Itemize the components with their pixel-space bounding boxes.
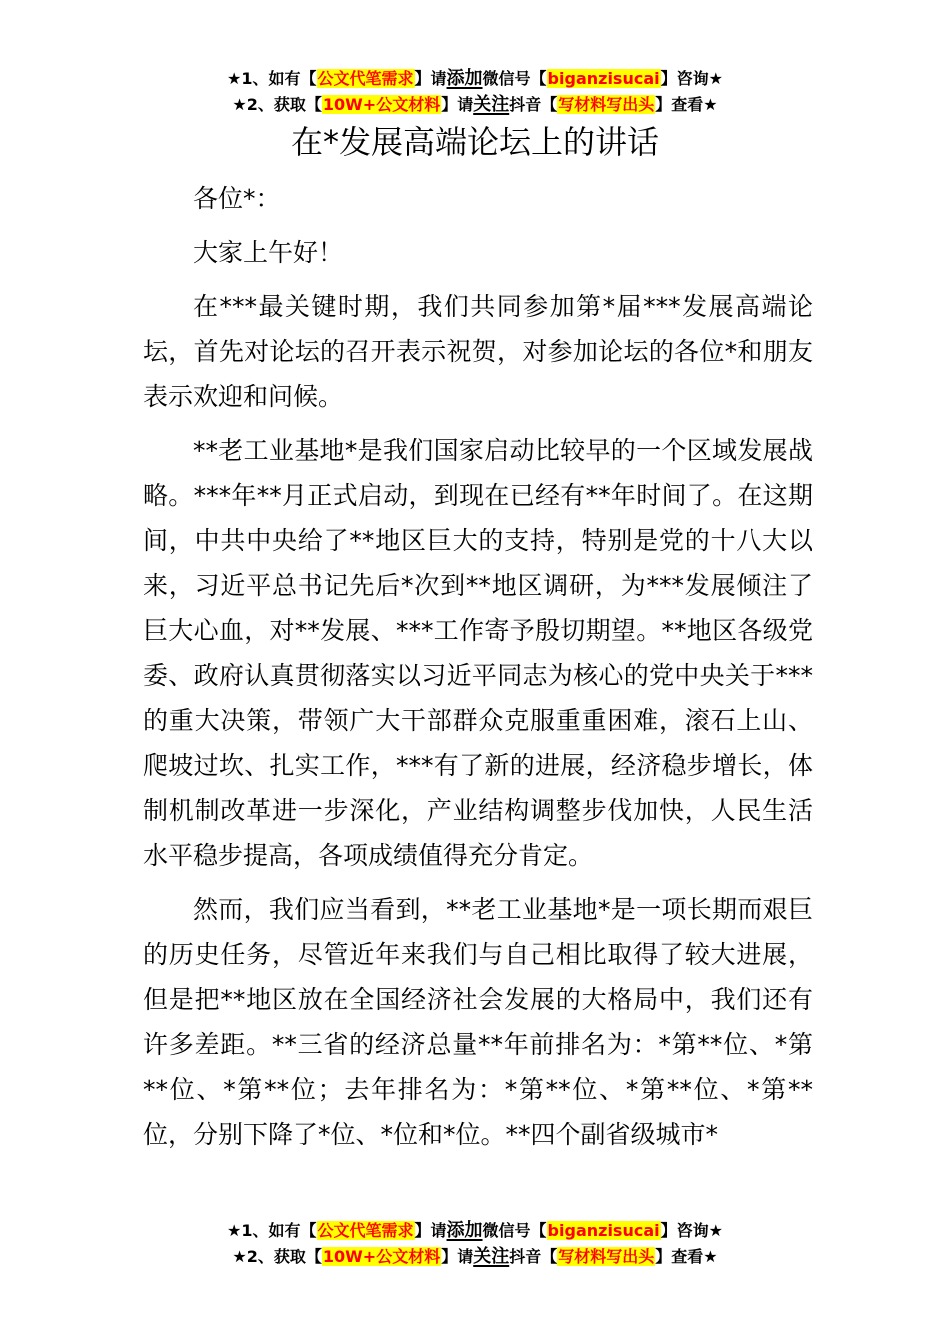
promo-text: 】请	[441, 1247, 474, 1266]
promo-text: 】咨询★	[660, 69, 723, 88]
promo-text: 】查看★	[655, 95, 718, 114]
promo-emphasis: 添加	[446, 68, 483, 89]
promo-highlight: 10W+公文材料	[322, 95, 441, 114]
promo-line-2	[0, 92, 950, 118]
promo-text: 】请	[414, 69, 447, 88]
paragraph: 然而，我们应当看到，**老工业基地*是一项长期而艰巨的历史任务，尽管近年来我们与自己相比取得了较大进展，但是把**地区放在全国经济社会发展的大格局中，我们还有许多差距。**三省的经济总量**年前排名为：*第**位、*第**位、*第**位；去年排名为：*第**位、*第**位、*第**位，分别下降了*位、*位和*位。**四个副省级城市*	[143, 895, 813, 1149]
promo-text: 抖音【	[509, 1247, 558, 1266]
paragraph: 在***最关键时期，我们共同参加第*届***发展高端论坛，首先对论坛的召开表示祝贺，对参加论坛的各位*和朋友表示欢迎和问候。	[143, 292, 813, 411]
promo-highlight: 10W+公文材料	[322, 1247, 441, 1266]
promo-text: 】查看★	[655, 1247, 718, 1266]
promo-text: 】咨询★	[660, 1221, 723, 1240]
promo-line-1	[0, 66, 950, 92]
promo-emphasis: 关注	[473, 94, 510, 115]
greeting: 大家上午好！	[193, 238, 344, 267]
promo-highlight: 写材料写出头	[558, 95, 655, 114]
promo-highlight: 公文代笔需求	[317, 69, 414, 88]
promo-wechat-id: biganzisucai	[547, 69, 660, 88]
promo-line-1	[0, 1218, 950, 1244]
promo-highlight: 公文代笔需求	[317, 1221, 414, 1240]
salutation: 各位*：	[193, 184, 281, 213]
footer-promo-banner	[0, 1218, 950, 1270]
promo-text: ★2、获取【	[232, 1247, 322, 1266]
promo-wechat-id: biganzisucai	[547, 1221, 660, 1240]
promo-text: 微信号【	[482, 1221, 547, 1240]
promo-highlight: 写材料写出头	[558, 1247, 655, 1266]
promo-emphasis: 关注	[473, 1246, 510, 1267]
promo-text: ★1、如有【	[227, 1221, 317, 1240]
promo-emphasis: 添加	[446, 1220, 483, 1241]
header-promo-banner	[0, 66, 950, 118]
promo-text: 微信号【	[482, 69, 547, 88]
promo-text: 抖音【	[509, 95, 558, 114]
promo-text: 】请	[414, 1221, 447, 1240]
document-body	[143, 176, 813, 1166]
promo-text: ★1、如有【	[227, 69, 317, 88]
promo-line-2	[0, 1244, 950, 1270]
paragraph: **老工业基地*是我们国家启动比较早的一个区域发展战略。***年**月正式启动，到现在已经有**年时间了。在这期间，中共中央给了**地区巨大的支持，特别是党的十八大以来，习近平总书记先后*次到**地区调研，为***发展倾注了巨大心血，对**发展、***工作寄予殷切期望。**地区各级党委、政府认真贯彻落实以习近平同志为核心的党中央关于***的重大决策，带领广大干部群众克服重重困难，滚石上山、爬坡过坎、扎实工作，***有了新的进展，经济稳步增长，体制机制改革进一步深化，产业结构调整步伐加快，人民生活水平稳步提高，各项成绩值得充分肯定。	[143, 436, 813, 870]
promo-text: 】请	[441, 95, 474, 114]
document-title: 在*发展高端论坛上的讲话	[290, 123, 659, 161]
promo-text: ★2、获取【	[232, 95, 322, 114]
